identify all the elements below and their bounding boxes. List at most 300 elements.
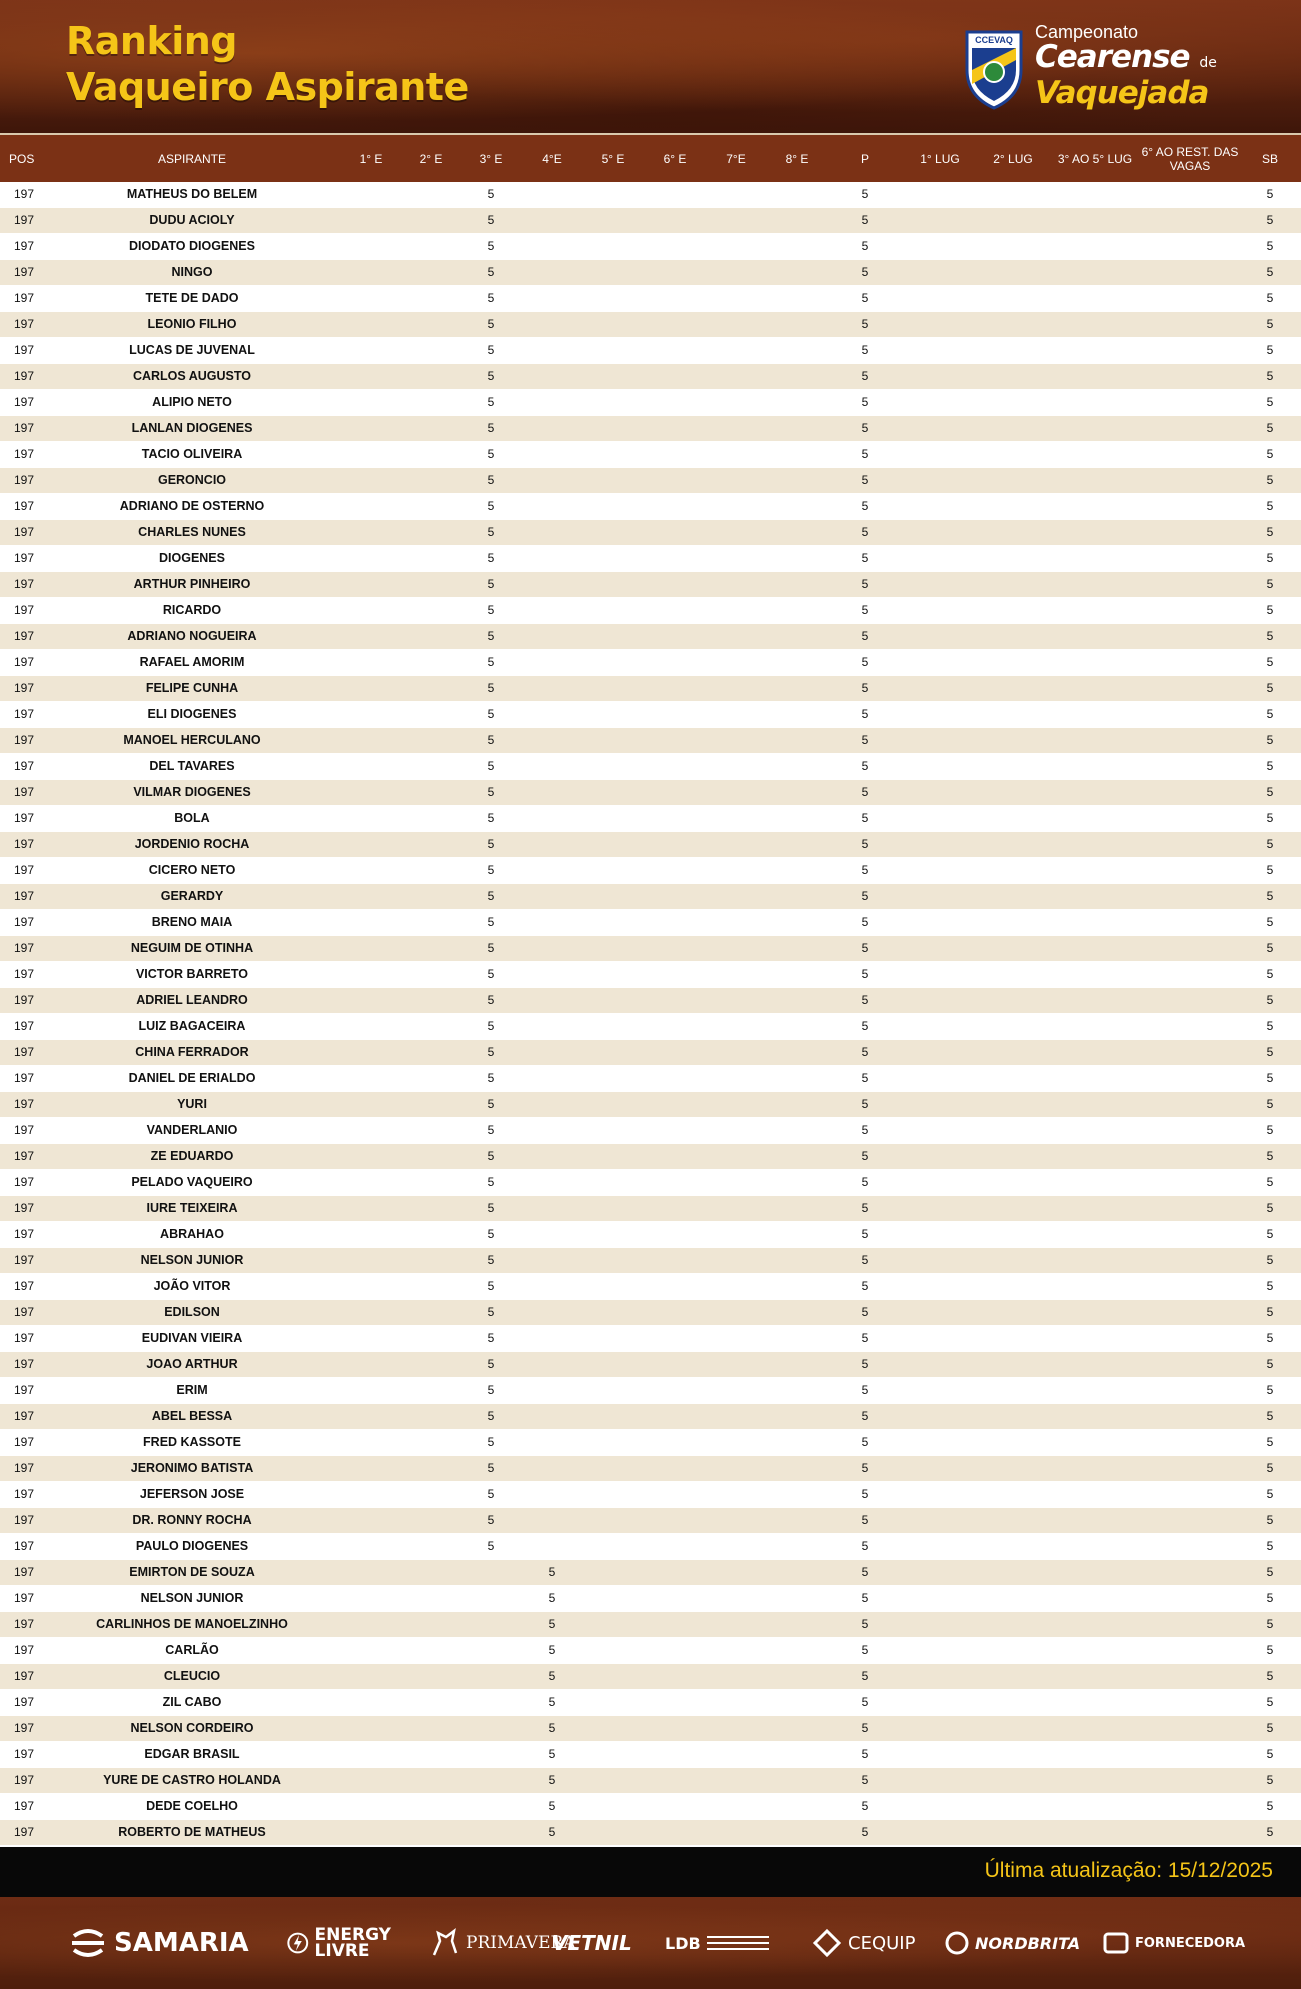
e4-cell [527, 1170, 577, 1195]
pos-cell: 197 [14, 1461, 35, 1475]
title-line-2: Vaqueiro Aspirante [66, 65, 469, 109]
sb-cell: 5 [1266, 291, 1274, 305]
sb-cell: 5 [1266, 1617, 1274, 1631]
column-header: 1° E [359, 151, 383, 166]
sponsor-ldb [665, 1923, 769, 1963]
e3-cell: 5 [487, 1201, 495, 1215]
points-cell: 5 [861, 499, 869, 513]
pos-cell: 197 [14, 1721, 35, 1735]
table-row [0, 806, 1301, 832]
e4-cell [527, 1248, 577, 1273]
pos-cell: 197 [14, 369, 35, 383]
table-row [0, 1638, 1301, 1664]
name-cell: PELADO VAQUEIRO [131, 1175, 253, 1189]
lightning-icon [287, 1925, 309, 1961]
pos-cell: 197 [14, 265, 35, 279]
sb-cell: 5 [1266, 1279, 1274, 1293]
e3-cell [466, 1638, 516, 1663]
points-cell: 5 [861, 1409, 869, 1423]
sponsor-ldb-label: LDB [665, 1933, 701, 1953]
e3-cell: 5 [487, 447, 495, 461]
name-cell: DR. RONNY ROCHA [132, 1513, 252, 1527]
e3-cell: 5 [487, 421, 495, 435]
points-cell: 5 [861, 1487, 869, 1501]
e4-cell [527, 1040, 577, 1065]
points-cell: 5 [861, 967, 869, 981]
pos-cell: 197 [14, 1825, 35, 1839]
name-cell: CLEUCIO [163, 1669, 221, 1683]
sponsor-samaria [68, 1923, 249, 1963]
name-cell: DUDU ACIOLY [149, 213, 235, 227]
e3-cell: 5 [487, 629, 495, 643]
points-cell: 5 [861, 733, 869, 747]
pos-cell: 197 [14, 681, 35, 695]
sb-cell: 5 [1266, 655, 1274, 669]
name-cell: NEGUIM DE OTINHA [130, 941, 254, 955]
sb-cell: 5 [1266, 1435, 1274, 1449]
sponsor-cequip-label: CEQUIP [848, 1932, 916, 1954]
e4-cell: 5 [548, 1643, 556, 1657]
column-header: 2° E [419, 151, 443, 166]
e3-cell [466, 1612, 516, 1637]
pos-cell: 197 [14, 1591, 35, 1605]
e3-cell: 5 [487, 1019, 495, 1033]
name-cell: ELI DIOGENES [147, 707, 237, 721]
points-cell: 5 [861, 1513, 869, 1527]
name-cell: YURI [177, 1097, 207, 1111]
e4-cell [527, 1066, 577, 1091]
pos-cell: 197 [14, 603, 35, 617]
fornecedora-logo-icon [1103, 1931, 1129, 1955]
points-cell: 5 [861, 1617, 869, 1631]
sb-cell: 5 [1266, 239, 1274, 253]
points-cell: 5 [861, 525, 869, 539]
column-header: SB [1261, 151, 1278, 166]
table-row [0, 338, 1301, 364]
e3-cell [466, 1716, 516, 1741]
e4-cell [527, 1118, 577, 1143]
sb-cell: 5 [1266, 733, 1274, 747]
table-row [0, 520, 1301, 546]
column-header: POS [9, 151, 35, 166]
pos-cell: 197 [14, 1487, 35, 1501]
table-row [0, 1118, 1301, 1144]
pos-cell: 197 [14, 1045, 35, 1059]
table-row [0, 1742, 1301, 1768]
pos-cell: 197 [14, 343, 35, 357]
table-row [0, 286, 1301, 312]
e3-cell: 5 [487, 1331, 495, 1345]
e4-cell [527, 988, 577, 1013]
table-row [0, 1404, 1301, 1430]
table-row [0, 1820, 1301, 1846]
e3-cell: 5 [487, 395, 495, 409]
table-row [0, 1300, 1301, 1326]
pos-cell: 197 [14, 291, 35, 305]
e3-cell: 5 [487, 317, 495, 331]
points-cell: 5 [861, 1825, 869, 1839]
name-cell: ADRIANO DE OSTERNO [119, 499, 265, 513]
nordbrita-logo-icon [945, 1931, 969, 1955]
e4-cell [527, 1144, 577, 1169]
e3-cell: 5 [487, 1357, 495, 1371]
name-cell: CARLINHOS DE MANOELZINHO [96, 1617, 288, 1631]
sb-cell: 5 [1266, 1019, 1274, 1033]
table-row [0, 260, 1301, 286]
e3-cell: 5 [487, 603, 495, 617]
sb-cell: 5 [1266, 681, 1274, 695]
name-cell: DIOGENES [159, 551, 225, 565]
points-cell: 5 [861, 551, 869, 565]
e4-cell [527, 1326, 577, 1351]
e3-cell: 5 [487, 291, 495, 305]
e3-cell: 5 [487, 915, 495, 929]
sb-cell: 5 [1266, 1331, 1274, 1345]
last-update-text: Última atualização: 15/12/2025 [984, 1859, 1273, 1882]
pos-cell: 197 [14, 1019, 35, 1033]
table-row [0, 1690, 1301, 1716]
column-header: 5° E [601, 151, 625, 166]
sponsor-samaria-label: SAMARIA [114, 1928, 249, 1958]
name-cell: ABRAHAO [160, 1227, 224, 1241]
name-cell: YURE DE CASTRO HOLANDA [103, 1773, 281, 1787]
pos-cell: 197 [14, 1357, 35, 1371]
points-cell: 5 [861, 1539, 869, 1553]
e3-cell: 5 [487, 1435, 495, 1449]
pos-cell: 197 [14, 421, 35, 435]
e4-cell: 5 [548, 1773, 556, 1787]
table-row [0, 1326, 1301, 1352]
table-row [0, 494, 1301, 520]
sb-cell: 5 [1266, 317, 1274, 331]
sb-cell: 5 [1266, 473, 1274, 487]
e4-cell [527, 312, 577, 337]
name-cell: NELSON JUNIOR [140, 1253, 244, 1267]
e3-cell: 5 [487, 525, 495, 539]
name-cell: ADRIANO NOGUEIRA [127, 629, 257, 643]
pos-cell: 197 [14, 733, 35, 747]
name-cell: EDILSON [164, 1305, 220, 1319]
table-row [0, 1144, 1301, 1170]
name-cell: LEONIO FILHO [147, 317, 237, 331]
e4-cell [527, 1534, 577, 1559]
e3-cell: 5 [487, 759, 495, 773]
samaria-logo-icon [68, 1926, 108, 1960]
e3-cell: 5 [487, 837, 495, 851]
table-header [0, 133, 1301, 182]
sb-cell: 5 [1266, 707, 1274, 721]
pos-cell: 197 [14, 941, 35, 955]
table-row [0, 702, 1301, 728]
e3-cell: 5 [487, 213, 495, 227]
sb-cell: 5 [1266, 1071, 1274, 1085]
points-cell: 5 [861, 1695, 869, 1709]
points-cell: 5 [861, 1773, 869, 1787]
e3-cell: 5 [487, 889, 495, 903]
points-cell: 5 [861, 239, 869, 253]
name-cell: EDGAR BRASIL [144, 1747, 240, 1761]
sponsor-vetnil [552, 1923, 632, 1963]
e4-cell [527, 858, 577, 883]
points-cell: 5 [861, 343, 869, 357]
points-cell: 5 [861, 1227, 869, 1241]
points-cell: 5 [861, 993, 869, 1007]
e4-cell [527, 1430, 577, 1455]
pos-cell: 197 [14, 1227, 35, 1241]
e3-cell: 5 [487, 1487, 495, 1501]
sb-cell: 5 [1266, 1409, 1274, 1423]
sb-cell: 5 [1266, 759, 1274, 773]
last-update-bar [0, 1847, 1301, 1897]
name-cell: EMIRTON DE SOUZA [129, 1565, 255, 1579]
pos-cell: 197 [14, 1279, 35, 1293]
table-row [0, 1508, 1301, 1534]
table-row [0, 1586, 1301, 1612]
table-row [0, 936, 1301, 962]
name-cell: RICARDO [162, 603, 222, 617]
pos-cell: 197 [14, 1539, 35, 1553]
name-cell: JOAO ARTHUR [146, 1357, 238, 1371]
name-cell: DIODATO DIOGENES [129, 239, 255, 253]
e3-cell: 5 [487, 239, 495, 253]
e3-cell: 5 [487, 1383, 495, 1397]
e4-cell [527, 572, 577, 597]
name-cell: FRED KASSOTE [143, 1435, 241, 1449]
sb-cell: 5 [1266, 1097, 1274, 1111]
name-cell: GERARDY [160, 889, 224, 903]
e3-cell: 5 [487, 1123, 495, 1137]
points-cell: 5 [861, 1045, 869, 1059]
sponsor-nordbrita-label: NORDBRITA [975, 1933, 1081, 1953]
pos-cell: 197 [14, 811, 35, 825]
points-cell: 5 [861, 1305, 869, 1319]
name-cell: CARLOS AUGUSTO [132, 369, 252, 383]
e4-cell [527, 702, 577, 727]
brand-de: de [1199, 55, 1217, 71]
table-row [0, 676, 1301, 702]
table-row [0, 728, 1301, 754]
pos-cell: 197 [14, 785, 35, 799]
name-cell: NELSON CORDEIRO [130, 1721, 254, 1735]
e3-cell [466, 1768, 516, 1793]
sb-cell: 5 [1266, 603, 1274, 617]
e3-cell: 5 [487, 1149, 495, 1163]
points-cell: 5 [861, 1123, 869, 1137]
e3-cell [466, 1690, 516, 1715]
e4-cell [527, 806, 577, 831]
e4-cell: 5 [548, 1591, 556, 1605]
e3-cell [466, 1664, 516, 1689]
sb-cell: 5 [1266, 1799, 1274, 1813]
pos-cell: 197 [14, 239, 35, 253]
e3-cell: 5 [487, 1253, 495, 1267]
e3-cell: 5 [487, 187, 495, 201]
e3-cell: 5 [487, 1539, 495, 1553]
table-row [0, 182, 1301, 208]
table-row [0, 416, 1301, 442]
pos-cell: 197 [14, 317, 35, 331]
sb-cell: 5 [1266, 1461, 1274, 1475]
table-row [0, 1196, 1301, 1222]
name-cell: NELSON JUNIOR [140, 1591, 244, 1605]
pos-cell: 197 [14, 473, 35, 487]
name-cell: PAULO DIOGENES [135, 1539, 249, 1553]
table-row [0, 832, 1301, 858]
table-row [0, 1456, 1301, 1482]
points-cell: 5 [861, 915, 869, 929]
header-banner [0, 0, 1301, 133]
name-cell: ZIL CABO [162, 1695, 222, 1709]
name-cell: ZE EDUARDO [150, 1149, 234, 1163]
pos-cell: 197 [14, 1747, 35, 1761]
name-cell: LUIZ BAGACEIRA [138, 1019, 246, 1033]
e4-cell [527, 1456, 577, 1481]
pos-cell: 197 [14, 1669, 35, 1683]
sb-cell: 5 [1266, 941, 1274, 955]
name-cell: CICERO NETO [148, 863, 236, 877]
e4-cell [527, 234, 577, 259]
e3-cell: 5 [487, 1071, 495, 1085]
pos-cell: 197 [14, 1383, 35, 1397]
column-header: 1° LUG [920, 151, 960, 166]
brand-small: Campeonato [1035, 22, 1139, 42]
e3-cell: 5 [487, 681, 495, 695]
table-row [0, 1768, 1301, 1794]
brand-vaquejada: Vaquejada [1035, 75, 1209, 111]
sponsor-fornecedora-label: FORNECEDORA [1135, 1935, 1246, 1951]
e4-cell [527, 416, 577, 441]
sb-cell: 5 [1266, 1695, 1274, 1709]
points-cell: 5 [861, 421, 869, 435]
sb-cell: 5 [1266, 447, 1274, 461]
e4-cell: 5 [548, 1617, 556, 1631]
column-header: P [860, 151, 869, 166]
e3-cell: 5 [487, 655, 495, 669]
points-cell: 5 [861, 1253, 869, 1267]
sb-cell: 5 [1266, 1227, 1274, 1241]
sb-cell: 5 [1266, 551, 1274, 565]
pos-cell: 197 [14, 1617, 35, 1631]
e4-cell [527, 1404, 577, 1429]
e4-cell: 5 [548, 1695, 556, 1709]
points-cell: 5 [861, 213, 869, 227]
table-row [0, 624, 1301, 650]
cequip-logo-icon [812, 1928, 842, 1958]
name-cell: DANIEL DE ERIALDO [128, 1071, 256, 1085]
sponsor-energy-label: ENERGY LIVRE [314, 1925, 391, 1961]
table-row [0, 364, 1301, 390]
pos-cell: 197 [14, 1565, 35, 1579]
e4-cell [527, 1222, 577, 1247]
e4-cell [527, 1092, 577, 1117]
name-cell: ERIM [176, 1383, 208, 1397]
sb-cell: 5 [1266, 1513, 1274, 1527]
pos-cell: 197 [14, 499, 35, 513]
e4-cell: 5 [548, 1825, 556, 1839]
table-row [0, 1274, 1301, 1300]
column-header: 6° E [663, 151, 687, 166]
points-cell: 5 [861, 317, 869, 331]
points-cell: 5 [861, 655, 869, 669]
pos-cell: 197 [14, 187, 35, 201]
table-row [0, 234, 1301, 260]
e4-cell [527, 1274, 577, 1299]
points-cell: 5 [861, 1721, 869, 1735]
e3-cell: 5 [487, 1305, 495, 1319]
column-header: 3° E [479, 151, 503, 166]
e3-cell [466, 1560, 516, 1585]
pos-cell: 197 [14, 1071, 35, 1085]
pos-cell: 197 [14, 525, 35, 539]
sb-cell: 5 [1266, 525, 1274, 539]
sb-cell: 5 [1266, 1201, 1274, 1215]
sb-cell: 5 [1266, 1123, 1274, 1137]
sb-cell: 5 [1266, 785, 1274, 799]
column-header: 4°E [542, 151, 562, 166]
e4-cell [527, 962, 577, 987]
points-cell: 5 [861, 291, 869, 305]
table-row [0, 598, 1301, 624]
points-cell: 5 [861, 187, 869, 201]
sb-cell: 5 [1266, 421, 1274, 435]
points-cell: 5 [861, 811, 869, 825]
sb-cell: 5 [1266, 863, 1274, 877]
sb-cell: 5 [1266, 915, 1274, 929]
points-cell: 5 [861, 1565, 869, 1579]
brand-big [1035, 39, 1217, 78]
pos-cell: 197 [14, 629, 35, 643]
pos-cell: 197 [14, 1097, 35, 1111]
table-row [0, 962, 1301, 988]
pos-cell: 197 [14, 1331, 35, 1345]
sponsor-primavera-label: PRIMAVERA [466, 1933, 576, 1953]
e3-cell: 5 [487, 551, 495, 565]
sb-cell: 5 [1266, 1747, 1274, 1761]
points-cell: 5 [861, 863, 869, 877]
column-header: 6° AO REST. DAS VAGAS [1141, 144, 1239, 173]
e3-cell: 5 [487, 343, 495, 357]
name-cell: BRENO MAIA [151, 915, 233, 929]
table-row [0, 208, 1301, 234]
sb-cell: 5 [1266, 629, 1274, 643]
table-row [0, 312, 1301, 338]
table-row [0, 910, 1301, 936]
table-row [0, 1352, 1301, 1378]
e3-cell: 5 [487, 1461, 495, 1475]
pos-cell: 197 [14, 1175, 35, 1189]
sb-cell: 5 [1266, 1357, 1274, 1371]
name-cell: TACIO OLIVEIRA [141, 447, 243, 461]
table-row [0, 650, 1301, 676]
points-cell: 5 [861, 1279, 869, 1293]
name-cell: RAFAEL AMORIM [139, 655, 245, 669]
name-cell: EUDIVAN VIEIRA [141, 1331, 243, 1345]
e4-cell [527, 364, 577, 389]
sb-cell: 5 [1266, 811, 1274, 825]
e3-cell: 5 [487, 473, 495, 487]
points-cell: 5 [861, 707, 869, 721]
name-cell: LANLAN DIOGENES [131, 421, 253, 435]
e3-cell: 5 [487, 967, 495, 981]
pos-cell: 197 [14, 1435, 35, 1449]
name-cell: ABEL BESSA [151, 1409, 233, 1423]
e3-cell: 5 [487, 499, 495, 513]
table-row [0, 390, 1301, 416]
name-cell: DEL TAVARES [149, 759, 235, 773]
pos-cell: 197 [14, 1799, 35, 1813]
name-cell: CHARLES NUNES [138, 525, 246, 539]
name-cell: DEDE COELHO [146, 1799, 238, 1813]
